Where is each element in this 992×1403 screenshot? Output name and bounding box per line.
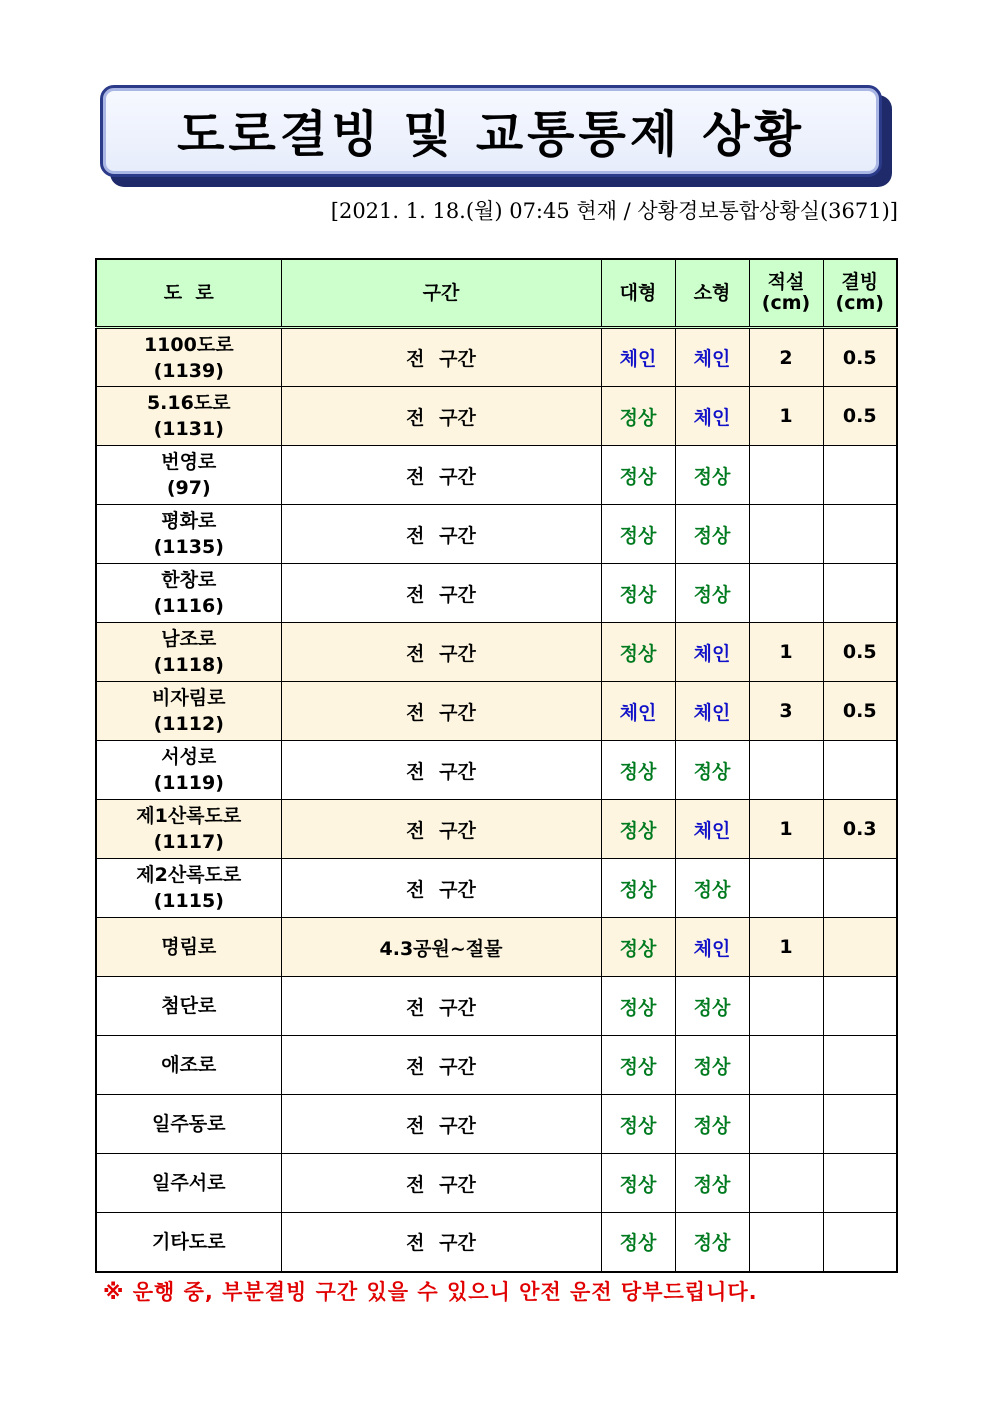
header-ice-unit: (cm) [835, 292, 884, 314]
status-timestamp: [2021. 1. 18.(월) 07:45 현재 / 상황경보통합상황실(3671)] [330, 199, 898, 223]
cell-small-vehicle-status: 정상 [675, 977, 749, 1036]
header-snow-unit: (cm) [761, 292, 811, 314]
cell-small-vehicle-status: 정상 [675, 741, 749, 800]
cell-snow [749, 1154, 823, 1213]
cell-road [96, 1154, 281, 1213]
cell-ice [823, 1095, 897, 1154]
table-row [96, 446, 897, 505]
cell-road [96, 918, 281, 977]
cell-large-vehicle-status: 정상 [601, 800, 675, 859]
cell-snow [749, 1095, 823, 1154]
table-row [96, 918, 897, 977]
road-number: (1139) [153, 359, 224, 382]
cell-ice [823, 1036, 897, 1095]
header-large-vehicle: 대형 [601, 259, 675, 328]
cell-ice [823, 741, 897, 800]
cell-section: 전 구간 [281, 1095, 601, 1154]
cell-ice: 0.5 [823, 328, 897, 387]
cell-small-vehicle-status: 정상 [675, 564, 749, 623]
cell-ice [823, 564, 897, 623]
cell-small-vehicle-status: 정상 [675, 1213, 749, 1272]
cell-snow [749, 741, 823, 800]
cell-road [96, 564, 281, 623]
road-number: (1131) [153, 418, 224, 440]
table-row [96, 623, 897, 682]
page-title: 도로결빙 및 교통통제 상황 [177, 106, 805, 163]
cell-section: 전 구간 [281, 682, 601, 741]
cell-section: 전 구간 [281, 1036, 601, 1095]
cell-snow: 1 [749, 387, 823, 446]
cell-large-vehicle-status: 체인 [601, 328, 675, 387]
cell-snow [749, 977, 823, 1036]
cell-section: 전 구간 [281, 859, 601, 918]
title-box [100, 85, 882, 177]
cell-large-vehicle-status: 정상 [601, 623, 675, 682]
cell-ice [823, 1213, 897, 1272]
safety-notice: ※ 운행 중, 부분결빙 구간 있을 수 있으니 안전 운전 당부드립니다. [103, 1280, 758, 1304]
road-name: 평화로 [161, 510, 217, 532]
cell-section: 전 구간 [281, 446, 601, 505]
road-name: 제2산록도로 [136, 864, 242, 886]
cell-ice [823, 859, 897, 918]
cell-snow: 1 [749, 918, 823, 977]
cell-small-vehicle-status: 체인 [675, 800, 749, 859]
cell-snow: 1 [749, 623, 823, 682]
cell-small-vehicle-status: 정상 [675, 1154, 749, 1213]
cell-section: 전 구간 [281, 505, 601, 564]
cell-snow [749, 1036, 823, 1095]
cell-section: 4.3공원~절물 [281, 918, 601, 977]
road-number: (1135) [153, 536, 224, 558]
road-name: 번영로 [161, 451, 217, 473]
cell-section: 전 구간 [281, 1213, 601, 1272]
cell-road [96, 446, 281, 505]
cell-large-vehicle-status: 정상 [601, 977, 675, 1036]
cell-section: 전 구간 [281, 741, 601, 800]
cell-small-vehicle-status: 정상 [675, 1036, 749, 1095]
cell-ice: 0.5 [823, 682, 897, 741]
road-number: (1117) [153, 831, 224, 853]
header-ice-label: 결빙 [841, 271, 879, 293]
road-name: 서성로 [161, 746, 217, 768]
cell-small-vehicle-status: 체인 [675, 918, 749, 977]
cell-snow: 3 [749, 682, 823, 741]
cell-road [96, 328, 281, 387]
cell-ice [823, 977, 897, 1036]
table-row [96, 505, 897, 564]
cell-road [96, 977, 281, 1036]
cell-small-vehicle-status: 체인 [675, 328, 749, 387]
road-number: (1119) [153, 772, 224, 794]
cell-section: 전 구간 [281, 977, 601, 1036]
title-banner [100, 85, 888, 181]
table-row [96, 977, 897, 1036]
table-row [96, 800, 897, 859]
header-road: 도 로 [96, 259, 281, 328]
road-number: (1112) [153, 713, 224, 735]
cell-small-vehicle-status: 정상 [675, 446, 749, 505]
cell-large-vehicle-status: 정상 [601, 1095, 675, 1154]
cell-snow: 1 [749, 800, 823, 859]
road-name: 애조로 [161, 1054, 217, 1076]
cell-small-vehicle-status: 체인 [675, 387, 749, 446]
cell-section: 전 구간 [281, 328, 601, 387]
cell-ice: 0.5 [823, 387, 897, 446]
cell-ice [823, 918, 897, 977]
road-status-table [95, 258, 898, 1273]
header-section: 구간 [281, 259, 601, 328]
cell-ice [823, 446, 897, 505]
cell-section: 전 구간 [281, 800, 601, 859]
cell-section: 전 구간 [281, 387, 601, 446]
cell-large-vehicle-status: 정상 [601, 505, 675, 564]
table-header-row [96, 259, 897, 328]
road-name: 일주서로 [152, 1172, 226, 1194]
table-row [96, 387, 897, 446]
road-number: (1116) [153, 595, 224, 617]
road-name: 비자림로 [152, 687, 226, 709]
cell-snow [749, 1213, 823, 1272]
header-ice [823, 259, 897, 328]
road-name: 남조로 [161, 628, 217, 650]
cell-small-vehicle-status: 정상 [675, 505, 749, 564]
cell-large-vehicle-status: 정상 [601, 1154, 675, 1213]
cell-road [96, 682, 281, 741]
header-snow-label: 적설 [767, 271, 805, 293]
road-name: 한창로 [161, 569, 217, 591]
road-number: (1115) [153, 890, 224, 912]
cell-large-vehicle-status: 정상 [601, 741, 675, 800]
road-number: (97) [166, 477, 211, 499]
cell-small-vehicle-status: 정상 [675, 1095, 749, 1154]
cell-ice [823, 1154, 897, 1213]
cell-snow [749, 505, 823, 564]
road-number: (1118) [153, 654, 224, 676]
cell-large-vehicle-status: 정상 [601, 1213, 675, 1272]
cell-road [96, 1036, 281, 1095]
road-name: 5.16도로 [146, 392, 231, 414]
cell-road [96, 859, 281, 918]
cell-road [96, 741, 281, 800]
cell-large-vehicle-status: 정상 [601, 918, 675, 977]
cell-road [96, 623, 281, 682]
table-row [96, 1154, 897, 1213]
cell-small-vehicle-status: 체인 [675, 623, 749, 682]
table-row [96, 1095, 897, 1154]
cell-road [96, 800, 281, 859]
cell-small-vehicle-status: 정상 [675, 859, 749, 918]
cell-large-vehicle-status: 정상 [601, 1036, 675, 1095]
cell-road [96, 1095, 281, 1154]
cell-ice: 0.5 [823, 623, 897, 682]
road-name: 일주동로 [152, 1113, 226, 1135]
cell-section: 전 구간 [281, 564, 601, 623]
header-small-vehicle: 소형 [675, 259, 749, 328]
cell-snow [749, 859, 823, 918]
road-name: 명림로 [161, 936, 217, 958]
road-name: 1100도로 [143, 333, 234, 356]
table-row [96, 1036, 897, 1095]
cell-small-vehicle-status: 체인 [675, 682, 749, 741]
cell-road [96, 1213, 281, 1272]
road-name: 첨단로 [161, 995, 217, 1017]
cell-large-vehicle-status: 정상 [601, 859, 675, 918]
cell-ice [823, 505, 897, 564]
road-name: 기타도로 [152, 1230, 226, 1253]
table-row [96, 1213, 897, 1272]
cell-section: 전 구간 [281, 623, 601, 682]
table-row [96, 859, 897, 918]
road-name: 제1산록도로 [136, 805, 242, 827]
cell-snow: 2 [749, 328, 823, 387]
table-row [96, 741, 897, 800]
table-row [96, 564, 897, 623]
table-row [96, 328, 897, 387]
cell-large-vehicle-status: 정상 [601, 446, 675, 505]
cell-road [96, 505, 281, 564]
header-snow [749, 259, 823, 328]
cell-large-vehicle-status: 정상 [601, 564, 675, 623]
cell-large-vehicle-status: 정상 [601, 387, 675, 446]
cell-section: 전 구간 [281, 1154, 601, 1213]
cell-large-vehicle-status: 체인 [601, 682, 675, 741]
cell-ice: 0.3 [823, 800, 897, 859]
cell-snow [749, 446, 823, 505]
table-row [96, 682, 897, 741]
cell-road [96, 387, 281, 446]
cell-snow [749, 564, 823, 623]
